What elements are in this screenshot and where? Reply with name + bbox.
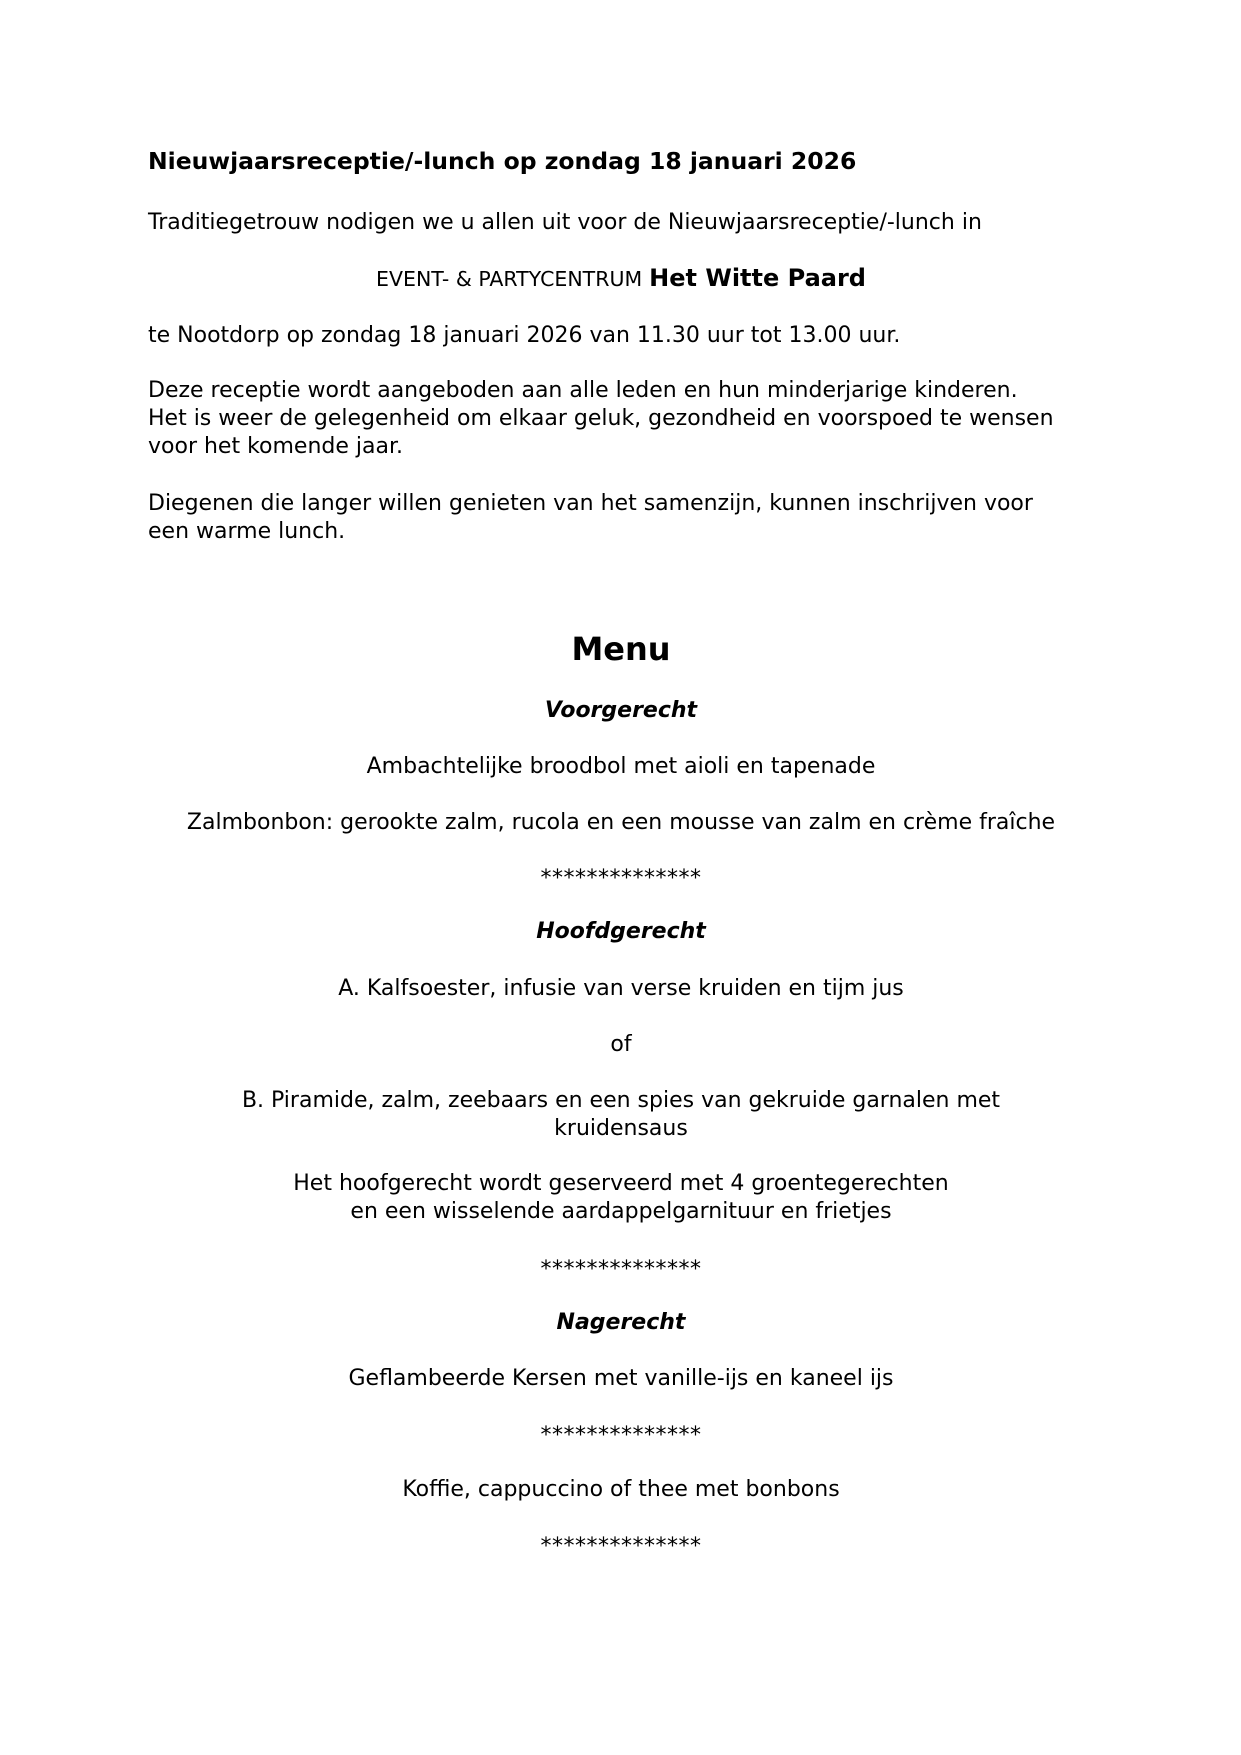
- main-served-with: [148, 1170, 1094, 1226]
- main-or: of: [610, 1032, 632, 1057]
- invitation-title: Nieuwjaarsreceptie/-lunch op zondag 18 januari 2026: [148, 147, 857, 175]
- starter-heading: Voorgerecht: [544, 698, 698, 723]
- reception-line-2: Het is weer de gelegenheid om elkaar geluk, gezondheid en voorspoed te wensen: [148, 406, 1054, 431]
- starter-item-2: Zalmbonbon: gerookte zalm, rucola en een mousse van zalm en crème fraîche: [186, 810, 1056, 835]
- main-heading: Hoofdgerecht: [536, 919, 706, 944]
- separator-2: **************: [540, 1257, 702, 1282]
- coffee-item: Koffie, cappuccino of thee met bonbons: [402, 1477, 840, 1502]
- venue-line: [148, 264, 1094, 294]
- separator-4: **************: [540, 1534, 702, 1559]
- invitation-intro: Traditiegetrouw nodigen we u allen uit voor de Nieuwjaarsreceptie/-lunch in: [148, 210, 982, 235]
- reception-line-1: Deze receptie wordt aangeboden aan alle leden en hun minderjarige kinderen.: [148, 378, 1018, 403]
- separator-1: **************: [540, 866, 702, 891]
- menu-title: Menu: [571, 630, 671, 668]
- venue-prefix: EVENT- & PARTYCENTRUM: [376, 267, 643, 291]
- invitation-when-where: te Nootdorp op zondag 18 januari 2026 van 11.30 uur tot 13.00 uur.: [148, 323, 901, 348]
- lunch-line-1: Diegenen die langer willen genieten van het samenzijn, kunnen inschrijven voor: [148, 491, 1033, 516]
- main-option-b-line-2: kruidensaus: [554, 1116, 688, 1141]
- dessert-item: Geflambeerde Kersen met vanille-ijs en kaneel ijs: [348, 1366, 894, 1391]
- main-served-line-1: Het hoofgerecht wordt geserveerd met 4 groentegerechten: [293, 1171, 949, 1196]
- main-option-a: A. Kalfsoester, infusie van verse kruiden en tijm jus: [338, 976, 904, 1001]
- dessert-heading: Nagerecht: [556, 1310, 686, 1335]
- separator-3: **************: [540, 1423, 702, 1448]
- venue-name: Het Witte Paard: [649, 264, 866, 292]
- main-option-b-line-1: B. Piramide, zalm, zeebaars en een spies van gekruide garnalen met: [241, 1088, 1001, 1113]
- lunch-line-2: een warme lunch.: [148, 519, 346, 544]
- reception-paragraph: [148, 377, 1054, 461]
- starter-item-1: Ambachtelijke broodbol met aioli en tapenade: [366, 754, 876, 779]
- main-served-line-2: en een wisselende aardappelgarnituur en frietjes: [350, 1199, 892, 1224]
- main-option-b: [148, 1087, 1094, 1143]
- lunch-paragraph: [148, 490, 1033, 546]
- reception-line-3: voor het komende jaar.: [148, 434, 403, 459]
